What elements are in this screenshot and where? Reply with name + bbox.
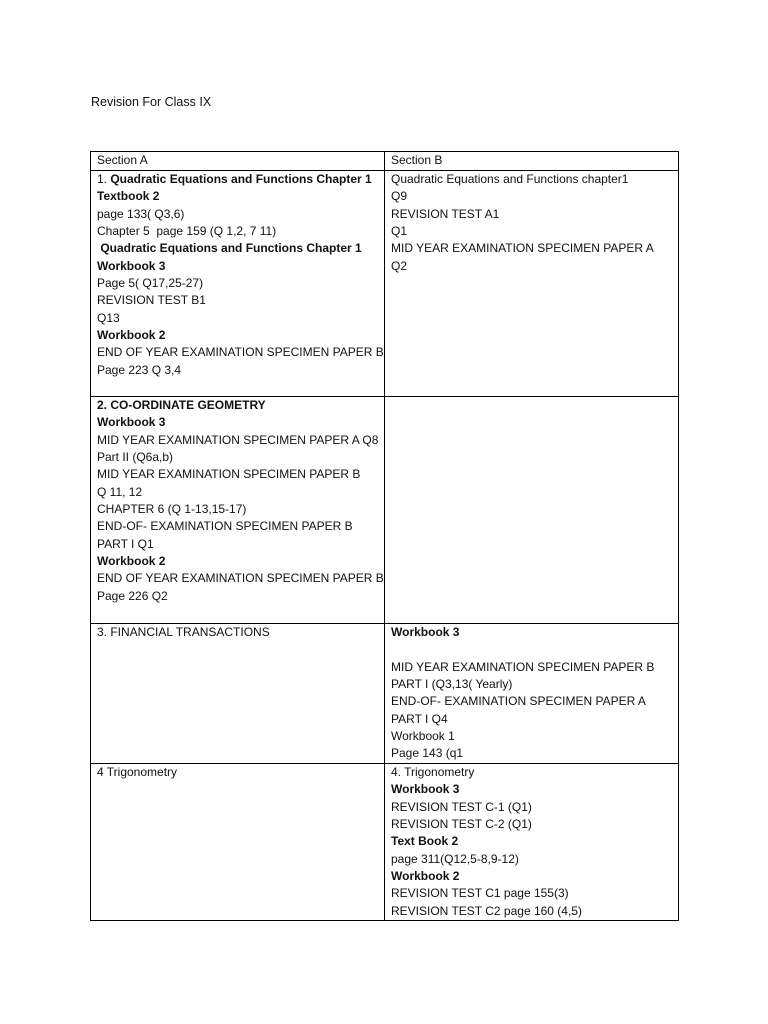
- cell-line: page 311(Q12,5-8,9-12): [391, 851, 519, 866]
- header-section-a: Section A: [91, 152, 385, 171]
- section-b-cell: [385, 171, 679, 397]
- cell-text-line: [97, 240, 378, 257]
- section-b-cell: [385, 397, 679, 624]
- cell-text-line: [97, 275, 378, 292]
- cell-text-line: [97, 223, 378, 240]
- cell-text-line: [97, 466, 378, 483]
- cell-text-line: [391, 781, 672, 798]
- section-a-cell: [91, 397, 385, 624]
- cell-line: 4. Trigonometry: [391, 765, 475, 779]
- table-row: [91, 624, 679, 764]
- cell-line: Q2: [391, 258, 408, 273]
- cell-text-line: [391, 188, 672, 205]
- cell-text-line: [391, 903, 672, 920]
- cell-text-line: [391, 206, 672, 223]
- table-row: [91, 171, 679, 397]
- cell-text-line: [97, 588, 378, 605]
- cell-text-line: [391, 624, 672, 641]
- document-title: Revision For Class IX: [91, 95, 212, 109]
- revision-table: [90, 151, 679, 921]
- cell-text-line: [391, 745, 672, 762]
- cell-text-line: [97, 501, 378, 518]
- cell-text-line: [97, 327, 378, 344]
- cell-text-line: [391, 676, 672, 693]
- cell-line: END-OF- EXAMINATION SPECIMEN PAPER A: [391, 694, 646, 709]
- cell-text-line: [97, 206, 378, 223]
- header-section-b: Section B: [385, 152, 679, 171]
- table-header-row: [91, 152, 679, 171]
- cell-text-line: [391, 816, 672, 833]
- cell-text-line: [97, 344, 384, 361]
- cell-text-line: [97, 362, 378, 379]
- cell-text-line: [391, 711, 672, 728]
- cell-line: Q1: [391, 224, 408, 239]
- cell-text-line: [391, 851, 672, 868]
- cell-text-line: [391, 171, 672, 188]
- cell-line: MID YEAR EXAMINATION SPECIMEN PAPER A Q8: [97, 432, 379, 447]
- cell-line: MID YEAR EXAMINATION SPECIMEN PAPER B: [391, 659, 655, 674]
- cell-line: Workbook 3: [391, 625, 460, 639]
- cell-line: PART I Q1: [97, 536, 154, 551]
- cell-line: Workbook 2: [391, 869, 460, 884]
- cell-line: END-OF- EXAMINATION SPECIMEN PAPER B: [97, 519, 353, 534]
- cell-line: END OF YEAR EXAMINATION SPECIMEN PAPER B: [97, 571, 384, 586]
- cell-text-line: [97, 624, 378, 641]
- cell-text-line: [97, 397, 378, 414]
- cell-text-line: [97, 292, 378, 309]
- cell-text-line: [391, 223, 672, 240]
- section-a-cell: [91, 764, 385, 921]
- cell-line: MID YEAR EXAMINATION SPECIMEN PAPER B: [97, 467, 361, 482]
- cell-line: REVISION TEST C-2 (Q1): [391, 817, 532, 832]
- cell-line: MID YEAR EXAMINATION SPECIMEN PAPER A: [391, 241, 654, 256]
- cell-line: Workbook 3: [391, 782, 460, 797]
- cell-line: PART I Q4: [391, 711, 448, 726]
- cell-line: REVISION TEST C1 page 155(3): [391, 886, 569, 901]
- cell-line: Workbook 2: [97, 554, 166, 569]
- cell-line: REVISION TEST A1: [391, 206, 500, 221]
- section-b-cell: [385, 764, 679, 921]
- cell-text-line: [97, 414, 378, 431]
- cell-line: Page 223 Q 3,4: [97, 362, 182, 377]
- cell-line: [391, 642, 394, 656]
- cell-line: Quadratic Equations and Functions chapter1: [391, 172, 629, 186]
- cell-text-line: [391, 641, 672, 658]
- cell-line: Page 143 (q1: [391, 746, 464, 761]
- cell-line: Q 11, 12: [97, 484, 143, 499]
- cell-text-line: [97, 171, 378, 188]
- cell-line: 1.: [97, 172, 111, 186]
- table-row: [91, 397, 679, 624]
- cell-text-line: [97, 570, 384, 587]
- cell-text-line: [97, 449, 378, 466]
- cell-line: Q13: [97, 310, 120, 325]
- cell-text-line: [391, 728, 672, 745]
- section-a-cell: [91, 171, 385, 397]
- cell-text-line: [97, 764, 378, 781]
- cell-line: Textbook 2: [97, 189, 160, 204]
- cell-text-line: [97, 553, 378, 570]
- cell-line: REVISION TEST C-1 (Q1): [391, 799, 532, 814]
- cell-text-line: [391, 240, 672, 257]
- cell-text-line: [97, 188, 378, 205]
- cell-text-line: [391, 764, 672, 781]
- cell-text-line: [97, 258, 378, 275]
- cell-line: Page 226 Q2: [97, 588, 168, 603]
- cell-text-line: [391, 659, 672, 676]
- cell-line: 3. FINANCIAL TRANSACTIONS: [97, 625, 270, 639]
- cell-text-line: [391, 833, 672, 850]
- cell-line: Part II (Q6a,b): [97, 450, 174, 465]
- cell-line: page 133( Q3,6): [97, 206, 185, 221]
- cell-line: Chapter 5 page 159 (Q 1,2, 7 11): [97, 224, 277, 239]
- cell-text-line: [97, 432, 378, 449]
- cell-text-line: [97, 536, 378, 553]
- cell-text-line: [97, 518, 378, 535]
- cell-line: Workbook 2: [97, 328, 166, 343]
- cell-line: Workbook 3: [97, 258, 166, 273]
- cell-text-line: [391, 799, 672, 816]
- cell-line: 2. CO-ORDINATE GEOMETRY: [97, 398, 266, 412]
- cell-line: END OF YEAR EXAMINATION SPECIMEN PAPER B: [97, 345, 384, 360]
- cell-line: Workbook 1: [391, 729, 455, 744]
- cell-text-line: [391, 885, 672, 902]
- cell-line: Q9: [391, 189, 408, 204]
- cell-line: Page 5( Q17,25-27): [97, 276, 204, 291]
- cell-line: CHAPTER 6 (Q 1-13,15-17): [97, 502, 247, 517]
- cell-line: REVISION TEST B1: [97, 293, 206, 308]
- cell-line: PART I (Q3,13( Yearly): [391, 677, 513, 692]
- cell-text-line: [391, 868, 672, 885]
- cell-line: Text Book 2: [391, 834, 459, 849]
- cell-line: Quadratic Equations and Functions Chapter 1: [97, 241, 362, 256]
- section-a-cell: [91, 624, 385, 764]
- table-row: [91, 764, 679, 921]
- cell-line: Workbook 3: [97, 415, 166, 430]
- cell-line: REVISION TEST C2 page 160 (4,5): [391, 903, 582, 918]
- section-b-cell: [385, 624, 679, 764]
- cell-line: Quadratic Equations and Functions Chapter 1: [110, 172, 372, 186]
- cell-line: 4 Trigonometry: [97, 765, 178, 779]
- cell-text-line: [97, 310, 378, 327]
- cell-text-line: [391, 258, 672, 275]
- cell-text-line: [391, 693, 672, 710]
- cell-text-line: [97, 484, 378, 501]
